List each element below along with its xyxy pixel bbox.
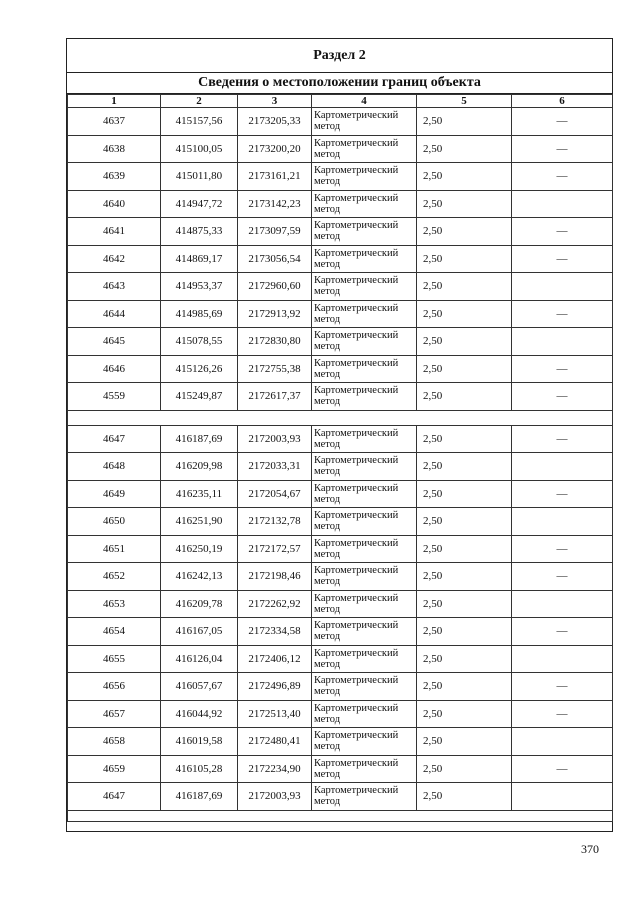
method: Картометрический метод bbox=[312, 480, 417, 508]
x-coordinate: 416242,13 bbox=[161, 563, 238, 591]
point-number: 4641 bbox=[68, 218, 161, 246]
x-coordinate: 416250,19 bbox=[161, 535, 238, 563]
x-coordinate: 415100,05 bbox=[161, 135, 238, 163]
description: — bbox=[512, 218, 613, 246]
table-row bbox=[68, 673, 613, 701]
method: Картометрический метод bbox=[312, 328, 417, 356]
y-coordinate: 2173056,54 bbox=[238, 245, 312, 273]
method: Картометрический метод bbox=[312, 645, 417, 673]
x-coordinate: 416209,78 bbox=[161, 590, 238, 618]
point-number: 4656 bbox=[68, 673, 161, 701]
accuracy: 2,50 bbox=[417, 383, 512, 411]
accuracy: 2,50 bbox=[417, 618, 512, 646]
accuracy: 2,50 bbox=[417, 108, 512, 136]
accuracy: 2,50 bbox=[417, 645, 512, 673]
x-coordinate: 416167,05 bbox=[161, 618, 238, 646]
method: Картометрический метод bbox=[312, 108, 417, 136]
section-subtitle: Сведения о местоположении границ объекта bbox=[67, 73, 612, 94]
x-coordinate: 416044,92 bbox=[161, 700, 238, 728]
y-coordinate: 2172617,37 bbox=[238, 383, 312, 411]
description: — bbox=[512, 355, 613, 383]
contour-separator-cell bbox=[68, 410, 613, 425]
column-header: 6 bbox=[512, 95, 613, 108]
point-number: 4658 bbox=[68, 728, 161, 756]
method: Картометрический метод bbox=[312, 300, 417, 328]
description: — bbox=[512, 480, 613, 508]
column-header: 3 bbox=[238, 95, 312, 108]
x-coordinate: 415157,56 bbox=[161, 108, 238, 136]
accuracy: 2,50 bbox=[417, 728, 512, 756]
description: — bbox=[512, 108, 613, 136]
y-coordinate: 2172054,67 bbox=[238, 480, 312, 508]
description bbox=[512, 783, 613, 811]
y-coordinate: 2172198,46 bbox=[238, 563, 312, 591]
description bbox=[512, 190, 613, 218]
table-row bbox=[68, 273, 613, 301]
accuracy: 2,50 bbox=[417, 535, 512, 563]
point-number: 4651 bbox=[68, 535, 161, 563]
description: — bbox=[512, 755, 613, 783]
method: Картометрический метод bbox=[312, 190, 417, 218]
table-row bbox=[68, 218, 613, 246]
x-coordinate: 416187,69 bbox=[161, 783, 238, 811]
table-row bbox=[68, 328, 613, 356]
method: Картометрический метод bbox=[312, 135, 417, 163]
y-coordinate: 2172172,57 bbox=[238, 535, 312, 563]
y-coordinate: 2172913,92 bbox=[238, 300, 312, 328]
point-number: 4652 bbox=[68, 563, 161, 591]
x-coordinate: 416187,69 bbox=[161, 425, 238, 453]
point-number: 4657 bbox=[68, 700, 161, 728]
description: — bbox=[512, 135, 613, 163]
method: Картометрический метод bbox=[312, 563, 417, 591]
y-coordinate: 2172132,78 bbox=[238, 508, 312, 536]
x-coordinate: 414869,17 bbox=[161, 245, 238, 273]
point-number: 4637 bbox=[68, 108, 161, 136]
method: Картометрический метод bbox=[312, 163, 417, 191]
accuracy: 2,50 bbox=[417, 783, 512, 811]
y-coordinate: 2172262,92 bbox=[238, 590, 312, 618]
method: Картометрический метод bbox=[312, 245, 417, 273]
table-row bbox=[68, 163, 613, 191]
method: Картометрический метод bbox=[312, 590, 417, 618]
method: Картометрический метод bbox=[312, 783, 417, 811]
point-number: 4645 bbox=[68, 328, 161, 356]
y-coordinate: 2173200,20 bbox=[238, 135, 312, 163]
description: — bbox=[512, 163, 613, 191]
point-number: 4659 bbox=[68, 755, 161, 783]
accuracy: 2,50 bbox=[417, 508, 512, 536]
y-coordinate: 2173161,21 bbox=[238, 163, 312, 191]
description bbox=[512, 273, 613, 301]
method: Картометрический метод bbox=[312, 273, 417, 301]
table-row bbox=[68, 728, 613, 756]
y-coordinate: 2172033,31 bbox=[238, 453, 312, 481]
accuracy: 2,50 bbox=[417, 300, 512, 328]
point-number: 4642 bbox=[68, 245, 161, 273]
point-number: 4649 bbox=[68, 480, 161, 508]
column-header: 4 bbox=[312, 95, 417, 108]
description: — bbox=[512, 700, 613, 728]
table-row bbox=[68, 425, 613, 453]
method: Картометрический метод bbox=[312, 218, 417, 246]
x-coordinate: 414947,72 bbox=[161, 190, 238, 218]
accuracy: 2,50 bbox=[417, 700, 512, 728]
point-number: 4559 bbox=[68, 383, 161, 411]
description bbox=[512, 453, 613, 481]
document-frame bbox=[66, 38, 613, 832]
y-coordinate: 2172960,60 bbox=[238, 273, 312, 301]
y-coordinate: 2172334,58 bbox=[238, 618, 312, 646]
column-header: 5 bbox=[417, 95, 512, 108]
table-row bbox=[68, 300, 613, 328]
point-number: 4654 bbox=[68, 618, 161, 646]
y-coordinate: 2172830,80 bbox=[238, 328, 312, 356]
method: Картометрический метод bbox=[312, 700, 417, 728]
description: — bbox=[512, 535, 613, 563]
x-coordinate: 416057,67 bbox=[161, 673, 238, 701]
table-row bbox=[68, 563, 613, 591]
description bbox=[512, 508, 613, 536]
column-header: 1 bbox=[68, 95, 161, 108]
x-coordinate: 414953,37 bbox=[161, 273, 238, 301]
x-coordinate: 414875,33 bbox=[161, 218, 238, 246]
accuracy: 2,50 bbox=[417, 480, 512, 508]
y-coordinate: 2172234,90 bbox=[238, 755, 312, 783]
table-row bbox=[68, 618, 613, 646]
column-header-row bbox=[68, 95, 613, 108]
point-number: 4638 bbox=[68, 135, 161, 163]
accuracy: 2,50 bbox=[417, 425, 512, 453]
accuracy: 2,50 bbox=[417, 673, 512, 701]
accuracy: 2,50 bbox=[417, 355, 512, 383]
point-number: 4648 bbox=[68, 453, 161, 481]
point-number: 4639 bbox=[68, 163, 161, 191]
table-row bbox=[68, 508, 613, 536]
table-row bbox=[68, 480, 613, 508]
table-row bbox=[68, 190, 613, 218]
description: — bbox=[512, 300, 613, 328]
y-coordinate: 2172480,41 bbox=[238, 728, 312, 756]
accuracy: 2,50 bbox=[417, 218, 512, 246]
table-row bbox=[68, 590, 613, 618]
y-coordinate: 2172003,93 bbox=[238, 425, 312, 453]
point-number: 4647 bbox=[68, 425, 161, 453]
point-number: 4653 bbox=[68, 590, 161, 618]
boundary-table bbox=[67, 94, 613, 822]
y-coordinate: 2172496,89 bbox=[238, 673, 312, 701]
point-number: 4647 bbox=[68, 783, 161, 811]
method: Картометрический метод bbox=[312, 425, 417, 453]
description bbox=[512, 328, 613, 356]
description bbox=[512, 728, 613, 756]
x-coordinate: 415249,87 bbox=[161, 383, 238, 411]
table-row bbox=[68, 783, 613, 811]
point-number: 4655 bbox=[68, 645, 161, 673]
description: — bbox=[512, 673, 613, 701]
point-number: 4646 bbox=[68, 355, 161, 383]
x-coordinate: 414985,69 bbox=[161, 300, 238, 328]
y-coordinate: 2173205,33 bbox=[238, 108, 312, 136]
method: Картометрический метод bbox=[312, 508, 417, 536]
x-coordinate: 416019,58 bbox=[161, 728, 238, 756]
contour-separator bbox=[68, 410, 613, 425]
method: Картометрический метод bbox=[312, 453, 417, 481]
method: Картометрический метод bbox=[312, 383, 417, 411]
table-row bbox=[68, 355, 613, 383]
table-row bbox=[68, 535, 613, 563]
description: — bbox=[512, 245, 613, 273]
x-coordinate: 415078,55 bbox=[161, 328, 238, 356]
table-row bbox=[68, 755, 613, 783]
accuracy: 2,50 bbox=[417, 245, 512, 273]
point-number: 4643 bbox=[68, 273, 161, 301]
accuracy: 2,50 bbox=[417, 563, 512, 591]
method: Картометрический метод bbox=[312, 728, 417, 756]
table-row bbox=[68, 453, 613, 481]
accuracy: 2,50 bbox=[417, 755, 512, 783]
description bbox=[512, 645, 613, 673]
x-coordinate: 415011,80 bbox=[161, 163, 238, 191]
description: — bbox=[512, 425, 613, 453]
accuracy: 2,50 bbox=[417, 163, 512, 191]
accuracy: 2,50 bbox=[417, 328, 512, 356]
accuracy: 2,50 bbox=[417, 273, 512, 301]
x-coordinate: 416251,90 bbox=[161, 508, 238, 536]
description: — bbox=[512, 563, 613, 591]
x-coordinate: 416105,28 bbox=[161, 755, 238, 783]
method: Картометрический метод bbox=[312, 673, 417, 701]
page-number: 370 bbox=[581, 842, 599, 856]
method: Картометрический метод bbox=[312, 355, 417, 383]
table-row bbox=[68, 135, 613, 163]
method: Картометрический метод bbox=[312, 755, 417, 783]
description: — bbox=[512, 618, 613, 646]
section-title: Раздел 2 bbox=[67, 39, 612, 73]
x-coordinate: 416209,98 bbox=[161, 453, 238, 481]
table-row bbox=[68, 383, 613, 411]
point-number: 4644 bbox=[68, 300, 161, 328]
y-coordinate: 2172003,93 bbox=[238, 783, 312, 811]
point-number: 4650 bbox=[68, 508, 161, 536]
description bbox=[512, 590, 613, 618]
table-end-row bbox=[68, 810, 613, 821]
x-coordinate: 416126,04 bbox=[161, 645, 238, 673]
x-coordinate: 415126,26 bbox=[161, 355, 238, 383]
y-coordinate: 2172406,12 bbox=[238, 645, 312, 673]
method: Картометрический метод bbox=[312, 618, 417, 646]
table-row bbox=[68, 645, 613, 673]
y-coordinate: 2173097,59 bbox=[238, 218, 312, 246]
accuracy: 2,50 bbox=[417, 453, 512, 481]
y-coordinate: 2172513,40 bbox=[238, 700, 312, 728]
x-coordinate: 416235,11 bbox=[161, 480, 238, 508]
table-row bbox=[68, 108, 613, 136]
point-number: 4640 bbox=[68, 190, 161, 218]
accuracy: 2,50 bbox=[417, 190, 512, 218]
accuracy: 2,50 bbox=[417, 590, 512, 618]
y-coordinate: 2173142,23 bbox=[238, 190, 312, 218]
y-coordinate: 2172755,38 bbox=[238, 355, 312, 383]
table-row bbox=[68, 700, 613, 728]
method: Картометрический метод bbox=[312, 535, 417, 563]
description: — bbox=[512, 383, 613, 411]
column-header: 2 bbox=[161, 95, 238, 108]
table-row bbox=[68, 245, 613, 273]
table-end-row-cell bbox=[68, 810, 613, 821]
accuracy: 2,50 bbox=[417, 135, 512, 163]
